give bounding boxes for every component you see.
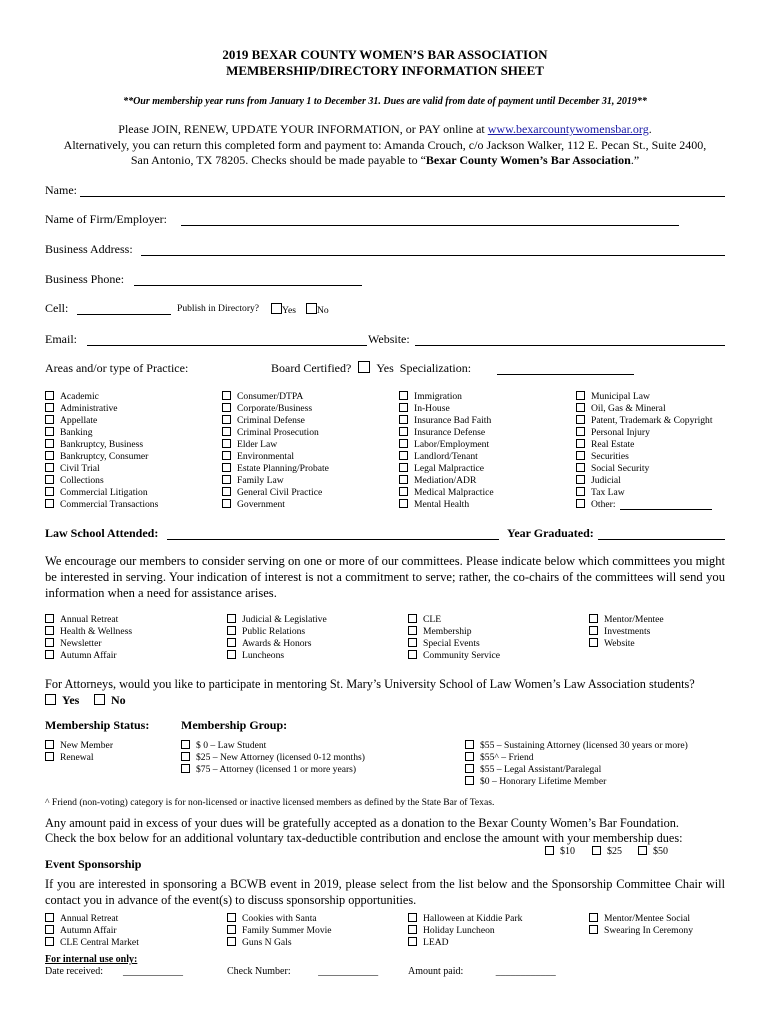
- checkbox[interactable]: [465, 776, 474, 785]
- committee-item[interactable]: Judicial & Legislative: [227, 614, 327, 626]
- checkbox[interactable]: [399, 499, 408, 508]
- practice-heading: Areas and/or type of Practice:: [45, 361, 189, 375]
- name-label: Name:: [45, 183, 77, 197]
- membership-status-heading: Membership Status:: [45, 718, 150, 732]
- checkbox[interactable]: [45, 638, 54, 647]
- website-link[interactable]: www.bexarcountywomensbar.org: [487, 122, 649, 136]
- checkbox[interactable]: [45, 487, 54, 496]
- form-title: 2019 BEXAR COUNTY WOMEN’S BAR ASSOCIATION: [222, 47, 548, 62]
- checkbox[interactable]: [408, 925, 417, 934]
- practice-col-3: [399, 391, 494, 511]
- committee-item[interactable]: Luncheons: [227, 650, 327, 662]
- checkbox[interactable]: [222, 487, 231, 496]
- practice-item[interactable]: Academic: [45, 391, 158, 403]
- board-certified-label: Board Certified? Yes Specialization:: [271, 361, 472, 375]
- committee-col-2: [227, 614, 327, 662]
- checkbox[interactable]: [408, 638, 417, 647]
- checkbox[interactable]: [408, 614, 417, 623]
- checkbox[interactable]: [576, 451, 585, 460]
- checkbox[interactable]: [45, 650, 54, 659]
- other-practice-field[interactable]: [620, 509, 712, 510]
- sponsor-item[interactable]: Holiday Luncheon: [408, 925, 522, 937]
- checkbox[interactable]: [222, 499, 231, 508]
- practice-item[interactable]: Securities: [576, 451, 713, 463]
- checkbox[interactable]: [222, 427, 231, 436]
- checkbox[interactable]: [45, 626, 54, 635]
- checkbox[interactable]: [45, 614, 54, 623]
- membership-group-heading: Membership Group:: [181, 718, 288, 732]
- sponsor-item[interactable]: Annual Retreat: [45, 913, 139, 925]
- donation-line1: Any amount paid in excess of your dues will be gratefully accepted as a donation to the Bexar County Women’s Bar Foundation.: [45, 816, 679, 830]
- mentoring-question: For Attorneys, would you like to participate in mentoring St. Mary’s University School of Law Women’s Law Association students?: [45, 677, 695, 691]
- website-field[interactable]: [415, 345, 725, 346]
- checkbox[interactable]: [222, 391, 231, 400]
- practice-item[interactable]: Mediation/ADR: [399, 475, 494, 487]
- checkbox[interactable]: [399, 439, 408, 448]
- status-item[interactable]: Renewal: [45, 752, 113, 764]
- board-yes-checkbox[interactable]: [358, 361, 370, 373]
- address-label: Business Address:: [45, 242, 133, 256]
- practice-col-2: [222, 391, 329, 511]
- checkbox[interactable]: [45, 475, 54, 484]
- internal-use-heading: For internal use only:: [45, 954, 138, 965]
- practice-item[interactable]: Patent, Trademark & Copyright: [576, 415, 713, 427]
- checkbox[interactable]: [399, 427, 408, 436]
- checkbox[interactable]: [227, 913, 236, 922]
- checkbox[interactable]: [638, 846, 647, 855]
- practice-item[interactable]: Legal Malpractice: [399, 463, 494, 475]
- practice-item[interactable]: Commercial Litigation: [45, 487, 158, 499]
- practice-col-4: [576, 391, 713, 511]
- practice-item[interactable]: Estate Planning/Probate: [222, 463, 329, 475]
- practice-item[interactable]: Consumer/DTPA: [222, 391, 329, 403]
- practice-item[interactable]: Criminal Defense: [222, 415, 329, 427]
- checkbox[interactable]: [592, 846, 601, 855]
- publish-yes-checkbox[interactable]: [271, 303, 282, 314]
- checkbox[interactable]: [589, 925, 598, 934]
- donation-10[interactable]: $10: [545, 846, 575, 857]
- checkbox[interactable]: [576, 427, 585, 436]
- address-field[interactable]: [141, 255, 725, 256]
- checkbox[interactable]: [45, 752, 54, 761]
- checkbox[interactable]: [45, 427, 54, 436]
- publish-no-checkbox[interactable]: [306, 303, 317, 314]
- donation-25[interactable]: $25: [592, 846, 622, 857]
- checkbox[interactable]: [45, 451, 54, 460]
- practice-item[interactable]: Immigration: [399, 391, 494, 403]
- checkbox[interactable]: [545, 846, 554, 855]
- checkbox[interactable]: [222, 463, 231, 472]
- committee-item[interactable]: Investments: [589, 626, 664, 638]
- practice-item[interactable]: Real Estate: [576, 439, 713, 451]
- checkbox[interactable]: [408, 913, 417, 922]
- practice-item[interactable]: Bankruptcy, Business: [45, 439, 158, 451]
- donation-50[interactable]: $50: [638, 846, 668, 857]
- committee-col-3: [408, 614, 500, 662]
- sponsor-item[interactable]: Autumn Affair: [45, 925, 139, 937]
- checkbox[interactable]: [222, 403, 231, 412]
- checkbox[interactable]: [45, 499, 54, 508]
- checkbox[interactable]: [408, 650, 417, 659]
- checkbox[interactable]: [181, 740, 190, 749]
- checkbox[interactable]: [589, 614, 598, 623]
- checkbox[interactable]: [227, 638, 236, 647]
- checkbox[interactable]: [45, 925, 54, 934]
- membership-group-right: [465, 740, 688, 788]
- checkbox[interactable]: [222, 451, 231, 460]
- practice-col-1: [45, 391, 158, 511]
- sponsor-col-3: [408, 913, 522, 949]
- practice-item[interactable]: Social Security: [576, 463, 713, 475]
- checkbox[interactable]: [408, 626, 417, 635]
- practice-item[interactable]: Corporate/Business: [222, 403, 329, 415]
- publish-yes[interactable]: Yes: [271, 303, 296, 316]
- checkbox[interactable]: [45, 391, 54, 400]
- practice-item[interactable]: Municipal Law: [576, 391, 713, 403]
- sponsor-col-1: [45, 913, 139, 949]
- committee-item[interactable]: Community Service: [408, 650, 500, 662]
- committee-item[interactable]: Public Relations: [227, 626, 327, 638]
- committee-item[interactable]: Autumn Affair: [45, 650, 132, 662]
- checkbox[interactable]: [399, 463, 408, 472]
- checkbox[interactable]: [45, 913, 54, 922]
- checkbox[interactable]: [399, 475, 408, 484]
- amount-paid: Amount paid: ____________: [408, 966, 556, 977]
- membership-year-notice: **Our membership year runs from January 1 to December 31. Dues are valid from date of payment until December 31, 2019**: [123, 96, 647, 107]
- sponsor-col-2: [227, 913, 332, 949]
- group-item[interactable]: $ 0 – Law Student: [181, 740, 365, 752]
- mentoring-yes-checkbox[interactable]: [45, 694, 56, 705]
- group-item[interactable]: $55 – Legal Assistant/Paralegal: [465, 764, 688, 776]
- checkbox[interactable]: [399, 391, 408, 400]
- practice-item[interactable]: Landlord/Tenant: [399, 451, 494, 463]
- friend-footnote: ^ Friend (non-voting) category is for non-licensed or inactive licensed members as defined by the State Bar of Texas.: [45, 797, 495, 808]
- checkbox[interactable]: [227, 626, 236, 635]
- checkbox[interactable]: [45, 439, 54, 448]
- practice-item[interactable]: Personal Injury: [576, 427, 713, 439]
- checkbox[interactable]: [227, 937, 236, 946]
- group-item[interactable]: $55 – Sustaining Attorney (licensed 30 years or more): [465, 740, 688, 752]
- checkbox[interactable]: [465, 752, 474, 761]
- checkbox[interactable]: [222, 415, 231, 424]
- check-number: Check Number: ____________: [227, 966, 379, 977]
- checkbox[interactable]: [589, 913, 598, 922]
- sponsorship-text: If you are interested in sponsoring a BCWB event in 2019, please select from the list below and the Sponsorship Committee Chair will contact you in advance of the event(s) to discuss sponsorship opportunities.: [45, 877, 725, 907]
- cell-field[interactable]: [77, 314, 171, 315]
- checkbox[interactable]: [576, 499, 585, 508]
- checkbox[interactable]: [45, 740, 54, 749]
- committees-text: We encourage our members to consider serving on one or more of our committees. Please indicate below which committees you might be interested in serving. Your indication of interest is not a commitment to serve; rather, the co-chairs of the committees will send you information when a need for assistance arises.: [45, 554, 725, 600]
- practice-item[interactable]: Commercial Transactions: [45, 499, 158, 511]
- email-field[interactable]: [87, 345, 367, 346]
- group-item[interactable]: $55^ – Friend: [465, 752, 688, 764]
- practice-item[interactable]: Labor/Employment: [399, 439, 494, 451]
- checkbox[interactable]: [399, 451, 408, 460]
- practice-item[interactable]: Bankruptcy, Consumer: [45, 451, 158, 463]
- checkbox[interactable]: [227, 650, 236, 659]
- practice-item[interactable]: In-House: [399, 403, 494, 415]
- committee-item[interactable]: Annual Retreat: [45, 614, 132, 626]
- specialization-field[interactable]: [497, 374, 634, 375]
- publish-label: Publish in Directory?: [177, 303, 260, 314]
- website-label: Website:: [368, 332, 410, 346]
- checkbox[interactable]: [576, 403, 585, 412]
- group-item[interactable]: $75 – Attorney (licensed 1 or more years): [181, 764, 365, 776]
- year-graduated-label: Year Graduated:: [507, 526, 594, 540]
- phone-label: Business Phone:: [45, 272, 125, 286]
- practice-item[interactable]: Oil, Gas & Mineral: [576, 403, 713, 415]
- practice-item[interactable]: Environmental: [222, 451, 329, 463]
- date-received: Date received: ____________: [45, 966, 184, 977]
- checkbox[interactable]: [589, 626, 598, 635]
- sponsor-item[interactable]: Guns N Gals: [227, 937, 332, 949]
- practice-item[interactable]: Civil Trial: [45, 463, 158, 475]
- checkbox[interactable]: [45, 415, 54, 424]
- membership-group-left: [181, 740, 365, 776]
- committee-item[interactable]: Membership: [408, 626, 500, 638]
- checkbox[interactable]: [576, 439, 585, 448]
- sponsor-item[interactable]: Mentor/Mentee Social: [589, 913, 693, 925]
- practice-item[interactable]: Family Law: [222, 475, 329, 487]
- practice-item[interactable]: Insurance Defense: [399, 427, 494, 439]
- intro-line3: San Antonio, TX 78205. Checks should be made payable to “Bexar County Women’s Bar Association.”: [130, 153, 640, 167]
- committee-col-1: [45, 614, 132, 662]
- checkbox[interactable]: [45, 937, 54, 946]
- cell-label: Cell:: [45, 301, 69, 315]
- publish-no[interactable]: No: [306, 303, 329, 316]
- practice-item[interactable]: Judicial: [576, 475, 713, 487]
- checkbox[interactable]: [576, 415, 585, 424]
- membership-status-list: [45, 740, 113, 764]
- committee-item[interactable]: Mentor/Mentee: [589, 614, 664, 626]
- sponsor-item[interactable]: Cookies with Santa: [227, 913, 332, 925]
- practice-item[interactable]: Banking: [45, 427, 158, 439]
- practice-item[interactable]: Government: [222, 499, 329, 511]
- checkbox[interactable]: [45, 463, 54, 472]
- checkbox[interactable]: [222, 475, 231, 484]
- practice-item[interactable]: Tax Law: [576, 487, 713, 499]
- checkbox[interactable]: [408, 937, 417, 946]
- mentoring-no-checkbox[interactable]: [94, 694, 105, 705]
- checkbox[interactable]: [227, 925, 236, 934]
- practice-item[interactable]: Medical Malpractice: [399, 487, 494, 499]
- sponsor-item[interactable]: Family Summer Movie: [227, 925, 332, 937]
- mentoring-no[interactable]: No: [94, 693, 126, 708]
- committee-col-4: [589, 614, 664, 650]
- committee-item[interactable]: Newsletter: [45, 638, 132, 650]
- checkbox[interactable]: [465, 740, 474, 749]
- practice-item[interactable]: Insurance Bad Faith: [399, 415, 494, 427]
- practice-item[interactable]: Mental Health: [399, 499, 494, 511]
- checkbox[interactable]: [45, 403, 54, 412]
- checkbox[interactable]: [576, 475, 585, 484]
- group-item[interactable]: $0 – Honorary Lifetime Member: [465, 776, 688, 788]
- phone-field[interactable]: [134, 285, 362, 286]
- sponsor-item[interactable]: CLE Central Market: [45, 937, 139, 949]
- form-subtitle: MEMBERSHIP/DIRECTORY INFORMATION SHEET: [226, 63, 544, 78]
- checkbox[interactable]: [589, 638, 598, 647]
- sponsor-item[interactable]: Halloween at Kiddie Park: [408, 913, 522, 925]
- checkbox[interactable]: [399, 415, 408, 424]
- committee-item[interactable]: Website: [589, 638, 664, 650]
- firm-field[interactable]: [181, 225, 679, 226]
- practice-item[interactable]: Other:: [576, 499, 713, 511]
- practice-item[interactable]: General Civil Practice: [222, 487, 329, 499]
- committee-item[interactable]: Special Events: [408, 638, 500, 650]
- checkbox[interactable]: [227, 614, 236, 623]
- practice-item[interactable]: Appellate: [45, 415, 158, 427]
- donation-line2: Check the box below for an additional voluntary tax-deductible contribution and enclose the amount with your membership dues:: [45, 831, 683, 845]
- committee-item[interactable]: Health & Wellness: [45, 626, 132, 638]
- sponsorship-heading: Event Sponsorship: [45, 857, 142, 871]
- checkbox[interactable]: [399, 487, 408, 496]
- checkbox[interactable]: [576, 391, 585, 400]
- practice-item[interactable]: Collections: [45, 475, 158, 487]
- intro-line2: Alternatively, you can return this completed form and payment to: Amanda Crouch, c/o Jackson Walker, 112 E. Pecan St., Suite 2400,: [63, 138, 707, 152]
- checkbox[interactable]: [576, 487, 585, 496]
- intro-line1: Please JOIN, RENEW, UPDATE YOUR INFORMATION, or PAY online at www.bexarcountywomensbar.org.: [118, 122, 652, 136]
- name-field[interactable]: [80, 196, 725, 197]
- law-school-label: Law School Attended:: [45, 526, 159, 540]
- checkbox[interactable]: [399, 403, 408, 412]
- law-school-field[interactable]: [167, 539, 499, 540]
- committee-item[interactable]: CLE: [408, 614, 500, 626]
- practice-item[interactable]: Elder Law: [222, 439, 329, 451]
- sponsor-item[interactable]: Swearing In Ceremony: [589, 925, 693, 937]
- status-item[interactable]: New Member: [45, 740, 113, 752]
- committee-item[interactable]: Awards & Honors: [227, 638, 327, 650]
- checkbox[interactable]: [181, 764, 190, 773]
- year-graduated-field[interactable]: [598, 539, 725, 540]
- practice-item[interactable]: Criminal Prosecution: [222, 427, 329, 439]
- checkbox[interactable]: [576, 463, 585, 472]
- checkbox[interactable]: [465, 764, 474, 773]
- sponsor-item[interactable]: LEAD: [408, 937, 522, 949]
- group-item[interactable]: $25 – New Attorney (licensed 0-12 months): [181, 752, 365, 764]
- firm-label: Name of Firm/Employer:: [45, 212, 167, 226]
- checkbox[interactable]: [222, 439, 231, 448]
- mentoring-yes[interactable]: Yes: [45, 693, 79, 708]
- email-label: Email:: [45, 332, 78, 346]
- practice-item[interactable]: Administrative: [45, 403, 158, 415]
- sponsor-col-4: [589, 913, 693, 937]
- checkbox[interactable]: [181, 752, 190, 761]
